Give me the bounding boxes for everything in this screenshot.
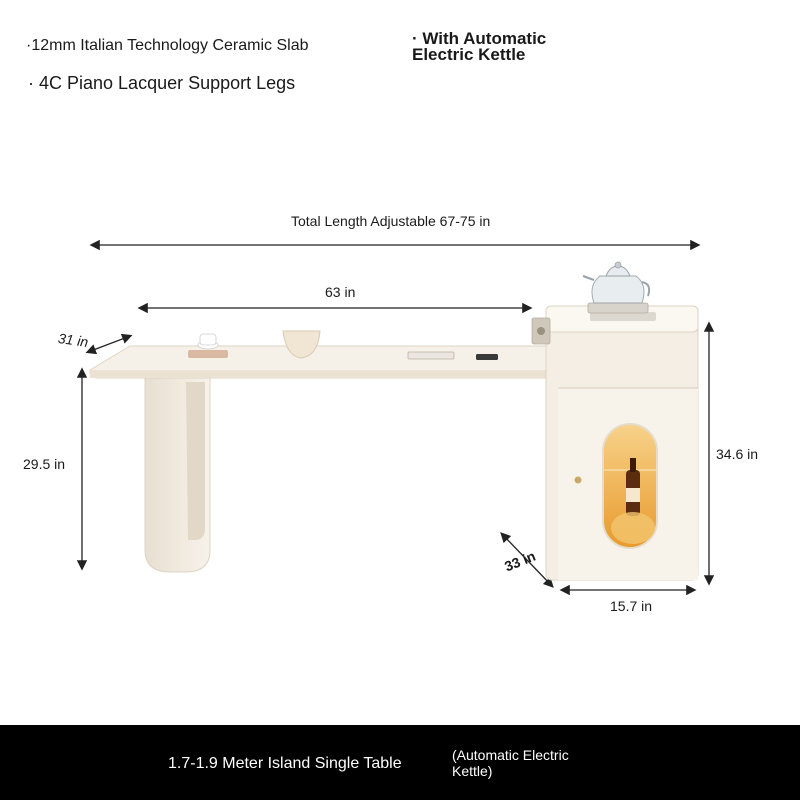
- feature-ceramic-slab: ·12mm Italian Technology Ceramic Slab: [26, 37, 309, 54]
- cabinet-width-label: 15.7 in: [610, 598, 653, 614]
- electric-kettle-icon: [583, 262, 649, 313]
- phone: [476, 354, 498, 360]
- cabinet-depth-label: 33 in: [502, 547, 538, 575]
- cabinet-height-label: 34.6 in: [716, 446, 759, 462]
- footer-bar: [0, 725, 800, 800]
- feature-kettle: · With Automatic Electric Kettle: [412, 29, 547, 64]
- coaster: [188, 350, 228, 358]
- table-depth-label: 31 in: [57, 329, 90, 351]
- table-height-label: 29.5 in: [23, 456, 66, 472]
- cabinet-knob: [575, 477, 582, 484]
- total-length-label: Total Length Adjustable 67-75 in: [291, 213, 491, 229]
- table-leg-cutout: [186, 382, 205, 540]
- footer-note: (Automatic Electric Kettle): [452, 747, 569, 779]
- magazine: [408, 352, 454, 359]
- footer-title: 1.7-1.9 Meter Island Single Table: [168, 755, 402, 772]
- tabletop-length-label: 63 in: [325, 284, 356, 300]
- feature-support-legs: · 4C Piano Lacquer Support Legs: [28, 73, 296, 93]
